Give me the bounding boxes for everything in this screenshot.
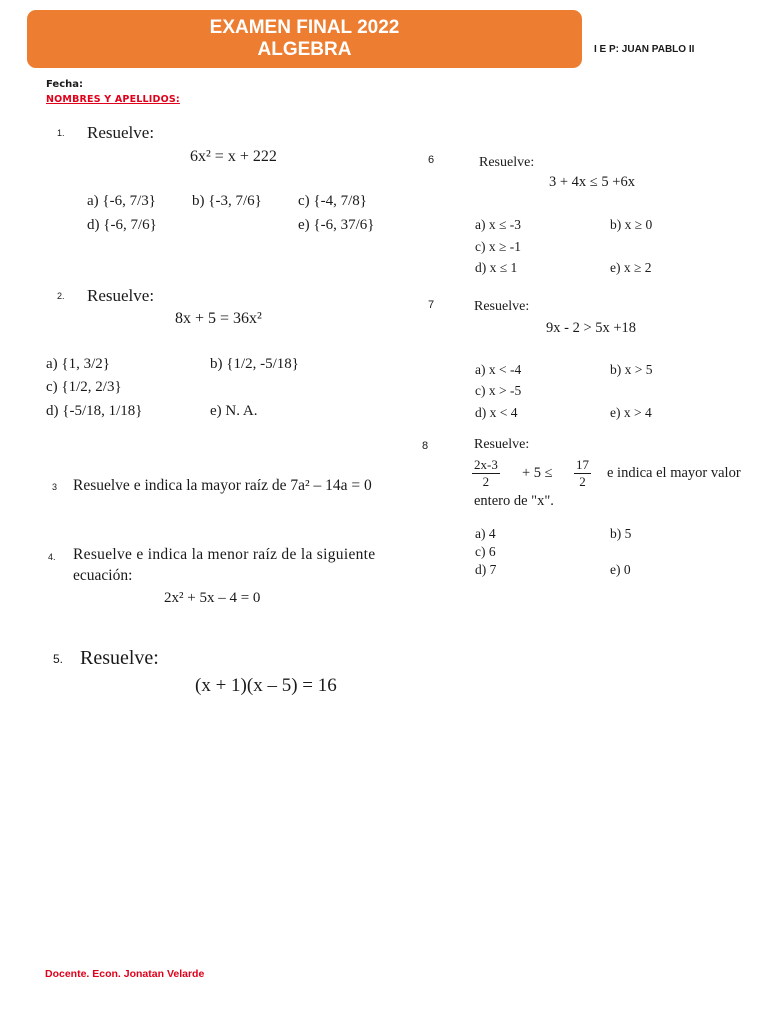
question-title: Resuelve: bbox=[80, 647, 159, 669]
option-e: e) {-6, 37/6} bbox=[298, 217, 375, 233]
exam-title: EXAMEN FINAL 2022 bbox=[209, 17, 400, 38]
question-number: 7 bbox=[428, 299, 435, 311]
inequality-middle: + 5 ≤ bbox=[522, 465, 553, 481]
fraction-left bbox=[472, 457, 500, 490]
question-number: 6 bbox=[428, 154, 435, 166]
option-d: d) {-5/18, 1/18} bbox=[46, 403, 143, 419]
fraction-right-numerator: 17 bbox=[576, 457, 589, 472]
fraction-right-denominator: 2 bbox=[579, 474, 586, 489]
option-c: c) x ≥ -1 bbox=[475, 239, 522, 254]
question-title: Resuelve: bbox=[479, 155, 535, 170]
title-banner bbox=[27, 10, 582, 68]
school-name: I E P: JUAN PABLO II bbox=[594, 44, 695, 55]
question-equation: 6x² = x + 222 bbox=[190, 148, 277, 165]
option-d: d) x ≤ 1 bbox=[475, 260, 518, 275]
question-text: Resuelve e indica la mayor raíz de 7a² – 14a = 0 bbox=[73, 477, 372, 494]
question-number: 1. bbox=[57, 128, 65, 138]
option-b: b) 5 bbox=[610, 526, 632, 541]
fecha-label: Fecha: bbox=[46, 79, 84, 90]
option-e: e) N. A. bbox=[210, 403, 258, 419]
option-a: a) x ≤ -3 bbox=[475, 217, 522, 232]
option-e: e) x ≥ 2 bbox=[610, 260, 652, 275]
option-e: e) x > 4 bbox=[610, 405, 652, 420]
option-c: c) x > -5 bbox=[475, 383, 522, 398]
option-a: a) {-6, 7/3} bbox=[87, 193, 156, 209]
option-e: e) 0 bbox=[610, 562, 631, 577]
question-equation: 2x² + 5x – 4 = 0 bbox=[164, 590, 261, 606]
option-c: c) {1/2, 2/3} bbox=[46, 379, 122, 395]
option-b: b) x ≥ 0 bbox=[610, 217, 653, 232]
option-c: c) 6 bbox=[475, 544, 496, 559]
option-a: a) x < -4 bbox=[475, 362, 522, 377]
question-number: 4. bbox=[48, 552, 56, 562]
nombres-label: NOMBRES Y APELLIDOS: bbox=[46, 94, 180, 105]
option-d: d) x < 4 bbox=[475, 405, 518, 420]
question-equation: 9x - 2 > 5x +18 bbox=[546, 320, 637, 336]
fraction-left-numerator: 2x-3 bbox=[474, 457, 498, 472]
option-b: b) {-3, 7/6} bbox=[192, 193, 262, 209]
question-title: Resuelve: bbox=[87, 123, 155, 142]
question-title: Resuelve: bbox=[474, 437, 530, 452]
question-text-line-2: ecuación: bbox=[73, 567, 133, 584]
option-b: b) {1/2, -5/18} bbox=[210, 356, 299, 372]
question-number: 8 bbox=[422, 440, 429, 452]
option-b: b) x > 5 bbox=[610, 362, 653, 377]
question-title: Resuelve: bbox=[474, 299, 530, 314]
question-line-2: entero de "x". bbox=[474, 493, 554, 509]
question-equation: 8x + 5 = 36x² bbox=[175, 310, 262, 327]
teacher-signature: Docente. Econ. Jonatan Velarde bbox=[45, 968, 205, 980]
subject-title: ALGEBRA bbox=[257, 39, 352, 60]
question-text-line-1: Resuelve e indica la menor raíz de la siguiente bbox=[73, 546, 376, 563]
fraction-left-denominator: 2 bbox=[482, 474, 490, 489]
option-a: a) {1, 3/2} bbox=[46, 356, 110, 372]
question-equation: 3 + 4x ≤ 5 +6x bbox=[549, 174, 635, 190]
question-number: 3 bbox=[52, 482, 58, 492]
question-title: Resuelve: bbox=[87, 286, 155, 305]
option-a: a) 4 bbox=[475, 526, 496, 541]
question-suffix: e indica el mayor valor bbox=[607, 465, 741, 481]
option-d: d) {-6, 7/6} bbox=[87, 217, 157, 233]
question-equation: (x + 1)(x – 5) = 16 bbox=[195, 675, 337, 696]
option-c: c) {-4, 7/8} bbox=[298, 193, 367, 209]
fraction-right bbox=[574, 457, 591, 490]
question-number: 2. bbox=[57, 291, 65, 301]
question-number: 5. bbox=[53, 652, 64, 666]
option-d: d) 7 bbox=[475, 562, 497, 577]
